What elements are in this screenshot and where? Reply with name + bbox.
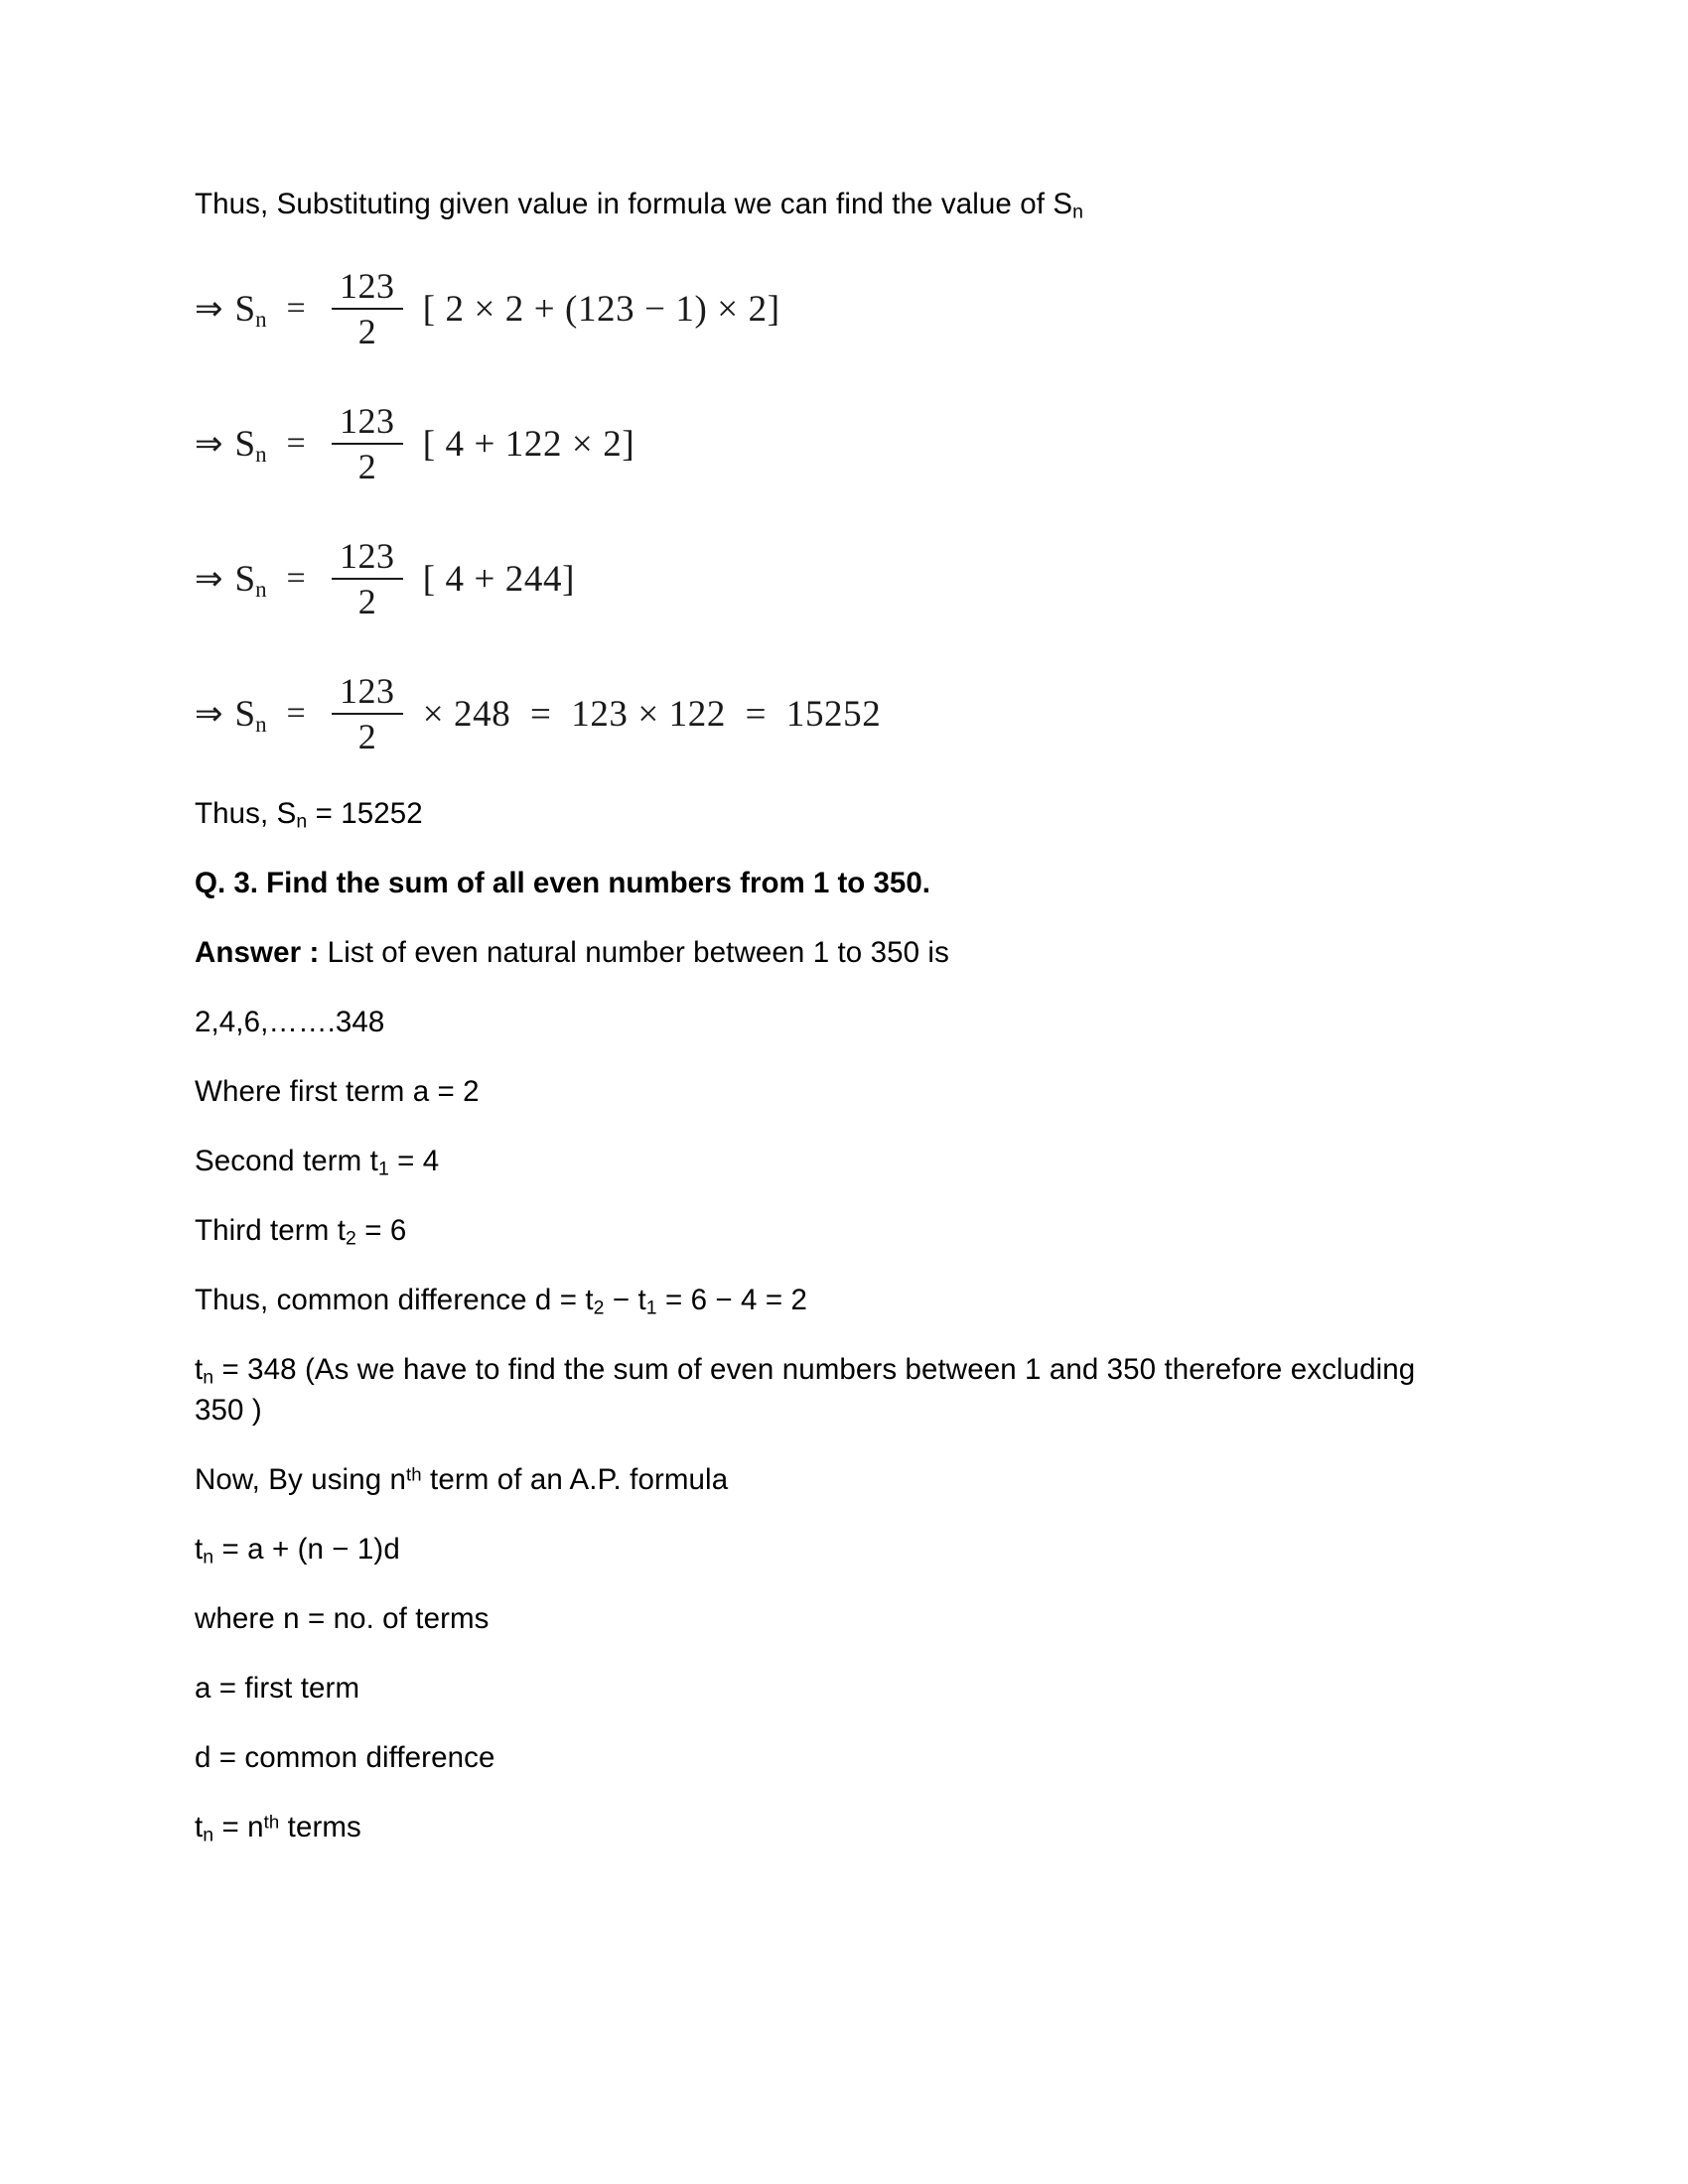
result-prefix: Thus, S — [195, 797, 297, 830]
equation-2-symbol-base: S — [234, 423, 256, 465]
equation-3-symbol — [235, 558, 267, 601]
equation-1-numerator: 123 — [339, 266, 395, 306]
second-term-prefix: Second term t — [195, 1145, 378, 1177]
equation-1 — [195, 253, 1418, 364]
implies-arrow-icon: ⇒ — [195, 561, 223, 598]
equation-1-denominator: 2 — [357, 312, 376, 351]
third-term-suffix: = 6 — [355, 1214, 407, 1247]
tn-value-subscript: n — [203, 1366, 214, 1389]
equation-3-symbol-base: S — [234, 558, 256, 600]
equation-3-denominator: 2 — [357, 582, 376, 621]
formula-prefix: t — [195, 1533, 204, 1566]
equation-4-denominator: 2 — [357, 717, 376, 756]
equation-2-rhs: [ 4 + 122 × 2] — [422, 423, 635, 465]
equation-2-equals: = — [286, 425, 306, 462]
equation-2-symbol — [235, 423, 267, 466]
second-term-suffix: = 4 — [388, 1145, 440, 1177]
result-suffix: = 15252 — [307, 797, 423, 830]
answer-line — [195, 932, 1418, 973]
equation-1-symbol — [235, 288, 267, 331]
question-heading: Q. 3. Find the sum of all even numbers from 1 to 350. — [195, 867, 930, 899]
equation-1-rhs: [ 2 × 2 + (123 − 1) × 2] — [422, 288, 780, 330]
equation-4-equals: = — [286, 695, 306, 732]
sequence-line: 2,4,6,…….348 — [195, 1006, 385, 1038]
equation-4-symbol — [235, 693, 267, 736]
equation-3-numerator: 123 — [339, 536, 395, 576]
where-tn-line — [195, 1807, 1418, 1847]
equation-2-denominator: 2 — [357, 447, 376, 486]
equation-4-symbol-base: S — [234, 693, 256, 735]
intro-subscript: n — [1072, 201, 1084, 223]
equation-3 — [195, 523, 1418, 634]
equation-3-lhs — [195, 558, 322, 601]
third-term-prefix: Third term t — [195, 1214, 346, 1247]
where-tn-part-2: = n — [213, 1811, 264, 1843]
formula-line — [195, 1529, 1418, 1570]
where-d-line: d = common difference — [195, 1741, 495, 1774]
equation-2-lhs — [195, 423, 322, 466]
equation-1-fraction — [332, 268, 403, 349]
common-difference-line — [195, 1280, 1418, 1320]
where-n-line: where n = no. of terms — [195, 1602, 490, 1635]
equation-4-lhs — [195, 693, 322, 736]
third-term-line — [195, 1210, 1418, 1251]
equation-4-symbol-sub: n — [255, 711, 267, 737]
answer-text: List of even natural number between 1 to 350 is — [319, 936, 949, 969]
tn-value-line — [195, 1349, 1418, 1431]
equation-2-symbol-sub: n — [255, 441, 267, 467]
formula-intro-part-1: Now, By using n — [195, 1463, 407, 1496]
first-term-line: Where first term a = 2 — [195, 1075, 480, 1108]
implies-arrow-icon: ⇒ — [195, 426, 223, 463]
implies-arrow-icon: ⇒ — [195, 291, 223, 328]
where-tn-superscript: th — [263, 1811, 280, 1833]
implies-arrow-icon: ⇒ — [195, 696, 223, 733]
where-tn-part-1: t — [195, 1811, 204, 1843]
equation-3-rhs: [ 4 + 244] — [422, 558, 575, 600]
cd-subscript-1: 2 — [593, 1297, 605, 1319]
formula-intro-superscript: th — [406, 1463, 422, 1485]
cd-part-3: = 6 − 4 = 2 — [656, 1284, 807, 1316]
equation-1-equals: = — [286, 290, 306, 327]
result-subscript: n — [296, 810, 308, 833]
equation-1-symbol-sub: n — [255, 306, 267, 332]
where-tn-subscript: n — [203, 1824, 214, 1846]
intro-line — [195, 184, 1418, 224]
equation-3-symbol-sub: n — [255, 576, 267, 602]
equation-3-equals: = — [286, 560, 306, 597]
equation-2-numerator: 123 — [339, 401, 395, 441]
intro-text: Thus, Substituting given value in formula we can find the value of S — [195, 188, 1073, 220]
where-a-line: a = first term — [195, 1672, 360, 1705]
formula-intro-part-2: term of an A.P. formula — [421, 1463, 729, 1496]
document-body — [195, 184, 1418, 1847]
equation-3-fraction — [332, 538, 403, 619]
third-term-subscript: 2 — [346, 1227, 356, 1250]
equation-2 — [195, 388, 1418, 499]
answer-label: Answer : — [195, 936, 320, 969]
equation-2-fraction — [332, 403, 403, 484]
equation-4-numerator: 123 — [339, 671, 395, 711]
where-tn-part-3: terms — [279, 1811, 361, 1843]
result-line — [195, 793, 1418, 834]
second-term-subscript: 1 — [377, 1158, 389, 1180]
formula-subscript: n — [203, 1546, 214, 1569]
equation-4-rhs: × 248 = 123 × 122 = 15252 — [422, 693, 882, 735]
equation-4-fraction — [332, 673, 403, 754]
formula-suffix: = a + (n − 1)d — [213, 1533, 400, 1566]
equation-1-symbol-base: S — [234, 288, 256, 330]
formula-intro-line — [195, 1459, 1418, 1500]
cd-part-2: − t — [604, 1284, 646, 1316]
tn-value-prefix: t — [195, 1353, 204, 1386]
equation-1-lhs — [195, 288, 322, 331]
tn-value-suffix: = 348 (As we have to find the sum of even numbers between 1 and 350 therefore excluding 350 ) — [195, 1353, 1416, 1427]
cd-part-1: Thus, common difference d = t — [195, 1284, 594, 1316]
equation-4 — [195, 658, 1418, 769]
second-term-line — [195, 1141, 1418, 1181]
cd-subscript-2: 1 — [645, 1297, 657, 1319]
